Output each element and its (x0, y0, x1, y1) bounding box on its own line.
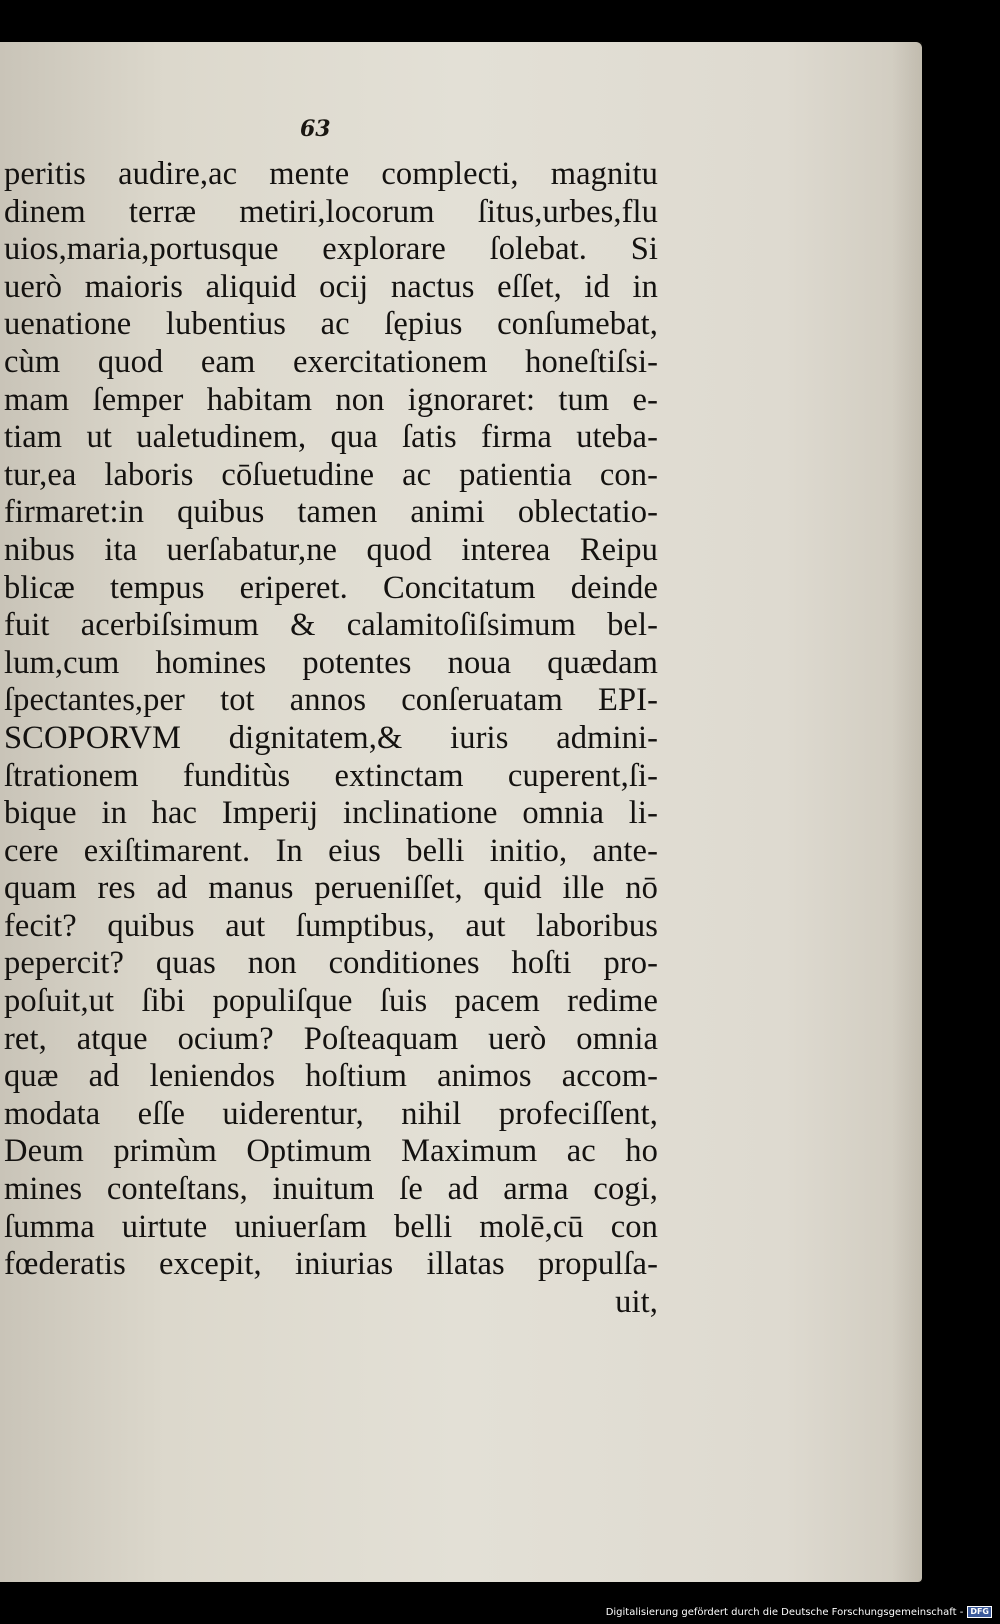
book-page (0, 42, 922, 1582)
text-line: fecit? quibus aut ſumptibus, aut laboribus (4, 907, 658, 944)
text-line: ret, atque ocium? Poſteaquam uerò omnia (4, 1020, 658, 1057)
text-line: lum,cum homines potentes noua quædam (4, 644, 658, 681)
text-line: quæ ad leniendos hoſtium animos accom- (4, 1058, 658, 1095)
text-line: Deum primùm Optimum Maximum ac ho (4, 1133, 658, 1170)
dfg-logo-icon: DFG (967, 1606, 992, 1618)
text-line: SCOPORVM dignitatem,& iuris admini- (4, 719, 658, 756)
text-line: pepercit? quas non conditiones hoſti pro- (4, 945, 658, 982)
page-number: 63 (300, 116, 331, 142)
text-line: uenatione lubentius ac ſępius conſumebat, (4, 306, 658, 343)
text-line: quam res ad manus perueniſſet, quid ille nō (4, 870, 658, 907)
text-line: uerò maioris aliquid ocij nactus eſſet, id in (4, 268, 658, 305)
text-line: mam ſemper habitam non ignoraret: tum e- (4, 381, 658, 418)
catchword: uit, (615, 1283, 658, 1320)
text-line: peritis audire,ac mente complecti, magnitu (4, 156, 658, 192)
text-line: blicæ tempus eriperet. Concitatum deinde (4, 569, 658, 606)
text-line: tiam ut ualetudinem, qua ſatis firma uteba- (4, 419, 658, 456)
text-line: dinem terræ metiri,locorum ſitus,urbes,flu (4, 193, 658, 230)
text-line: cere exiſtimarent. In eius belli initio, ante- (4, 832, 658, 869)
text-line: uios,maria,portusque explorare ſolebat. Si (4, 231, 658, 268)
text-line: ſumma uirtute uniuerſam belli molē,cū con (4, 1208, 658, 1245)
text-line: firmaret:in quibus tamen animi oblectatio- (4, 494, 658, 531)
body-text (4, 156, 658, 1321)
text-line: bique in hac Imperij inclinatione omnia li- (4, 795, 658, 832)
text-line: cùm quod eam exercitationem honeſtiſsi- (4, 343, 658, 380)
text-line: ſtrationem funditùs extinctam cuperent,ſi- (4, 757, 658, 794)
credit-text: Digitalisierung gefördert durch die Deutsche Forschungsgemeinschaft - (605, 1606, 964, 1618)
text-line: tur,ea laboris cōſuetudine ac patientia con- (4, 456, 658, 493)
text-line: poſuit,ut ſibi populiſque ſuis pacem redime (4, 983, 658, 1020)
text-line: mines conteſtans, inuitum ſe ad arma cogi, (4, 1171, 658, 1208)
text-line: fœderatis excepit, iniurias illatas propulſa- (4, 1246, 658, 1283)
text-line: modata eſſe uiderentur, nihil profeciſſent, (4, 1095, 658, 1132)
text-line: ſpectantes,per tot annos conſeruatam EPI- (4, 682, 658, 719)
text-line: nibus ita uerſabatur,ne quod interea Reipu (4, 531, 658, 568)
text-line: fuit acerbiſsimum & calamitoſiſsimum bel- (4, 607, 658, 644)
digitization-credit (606, 1606, 992, 1618)
